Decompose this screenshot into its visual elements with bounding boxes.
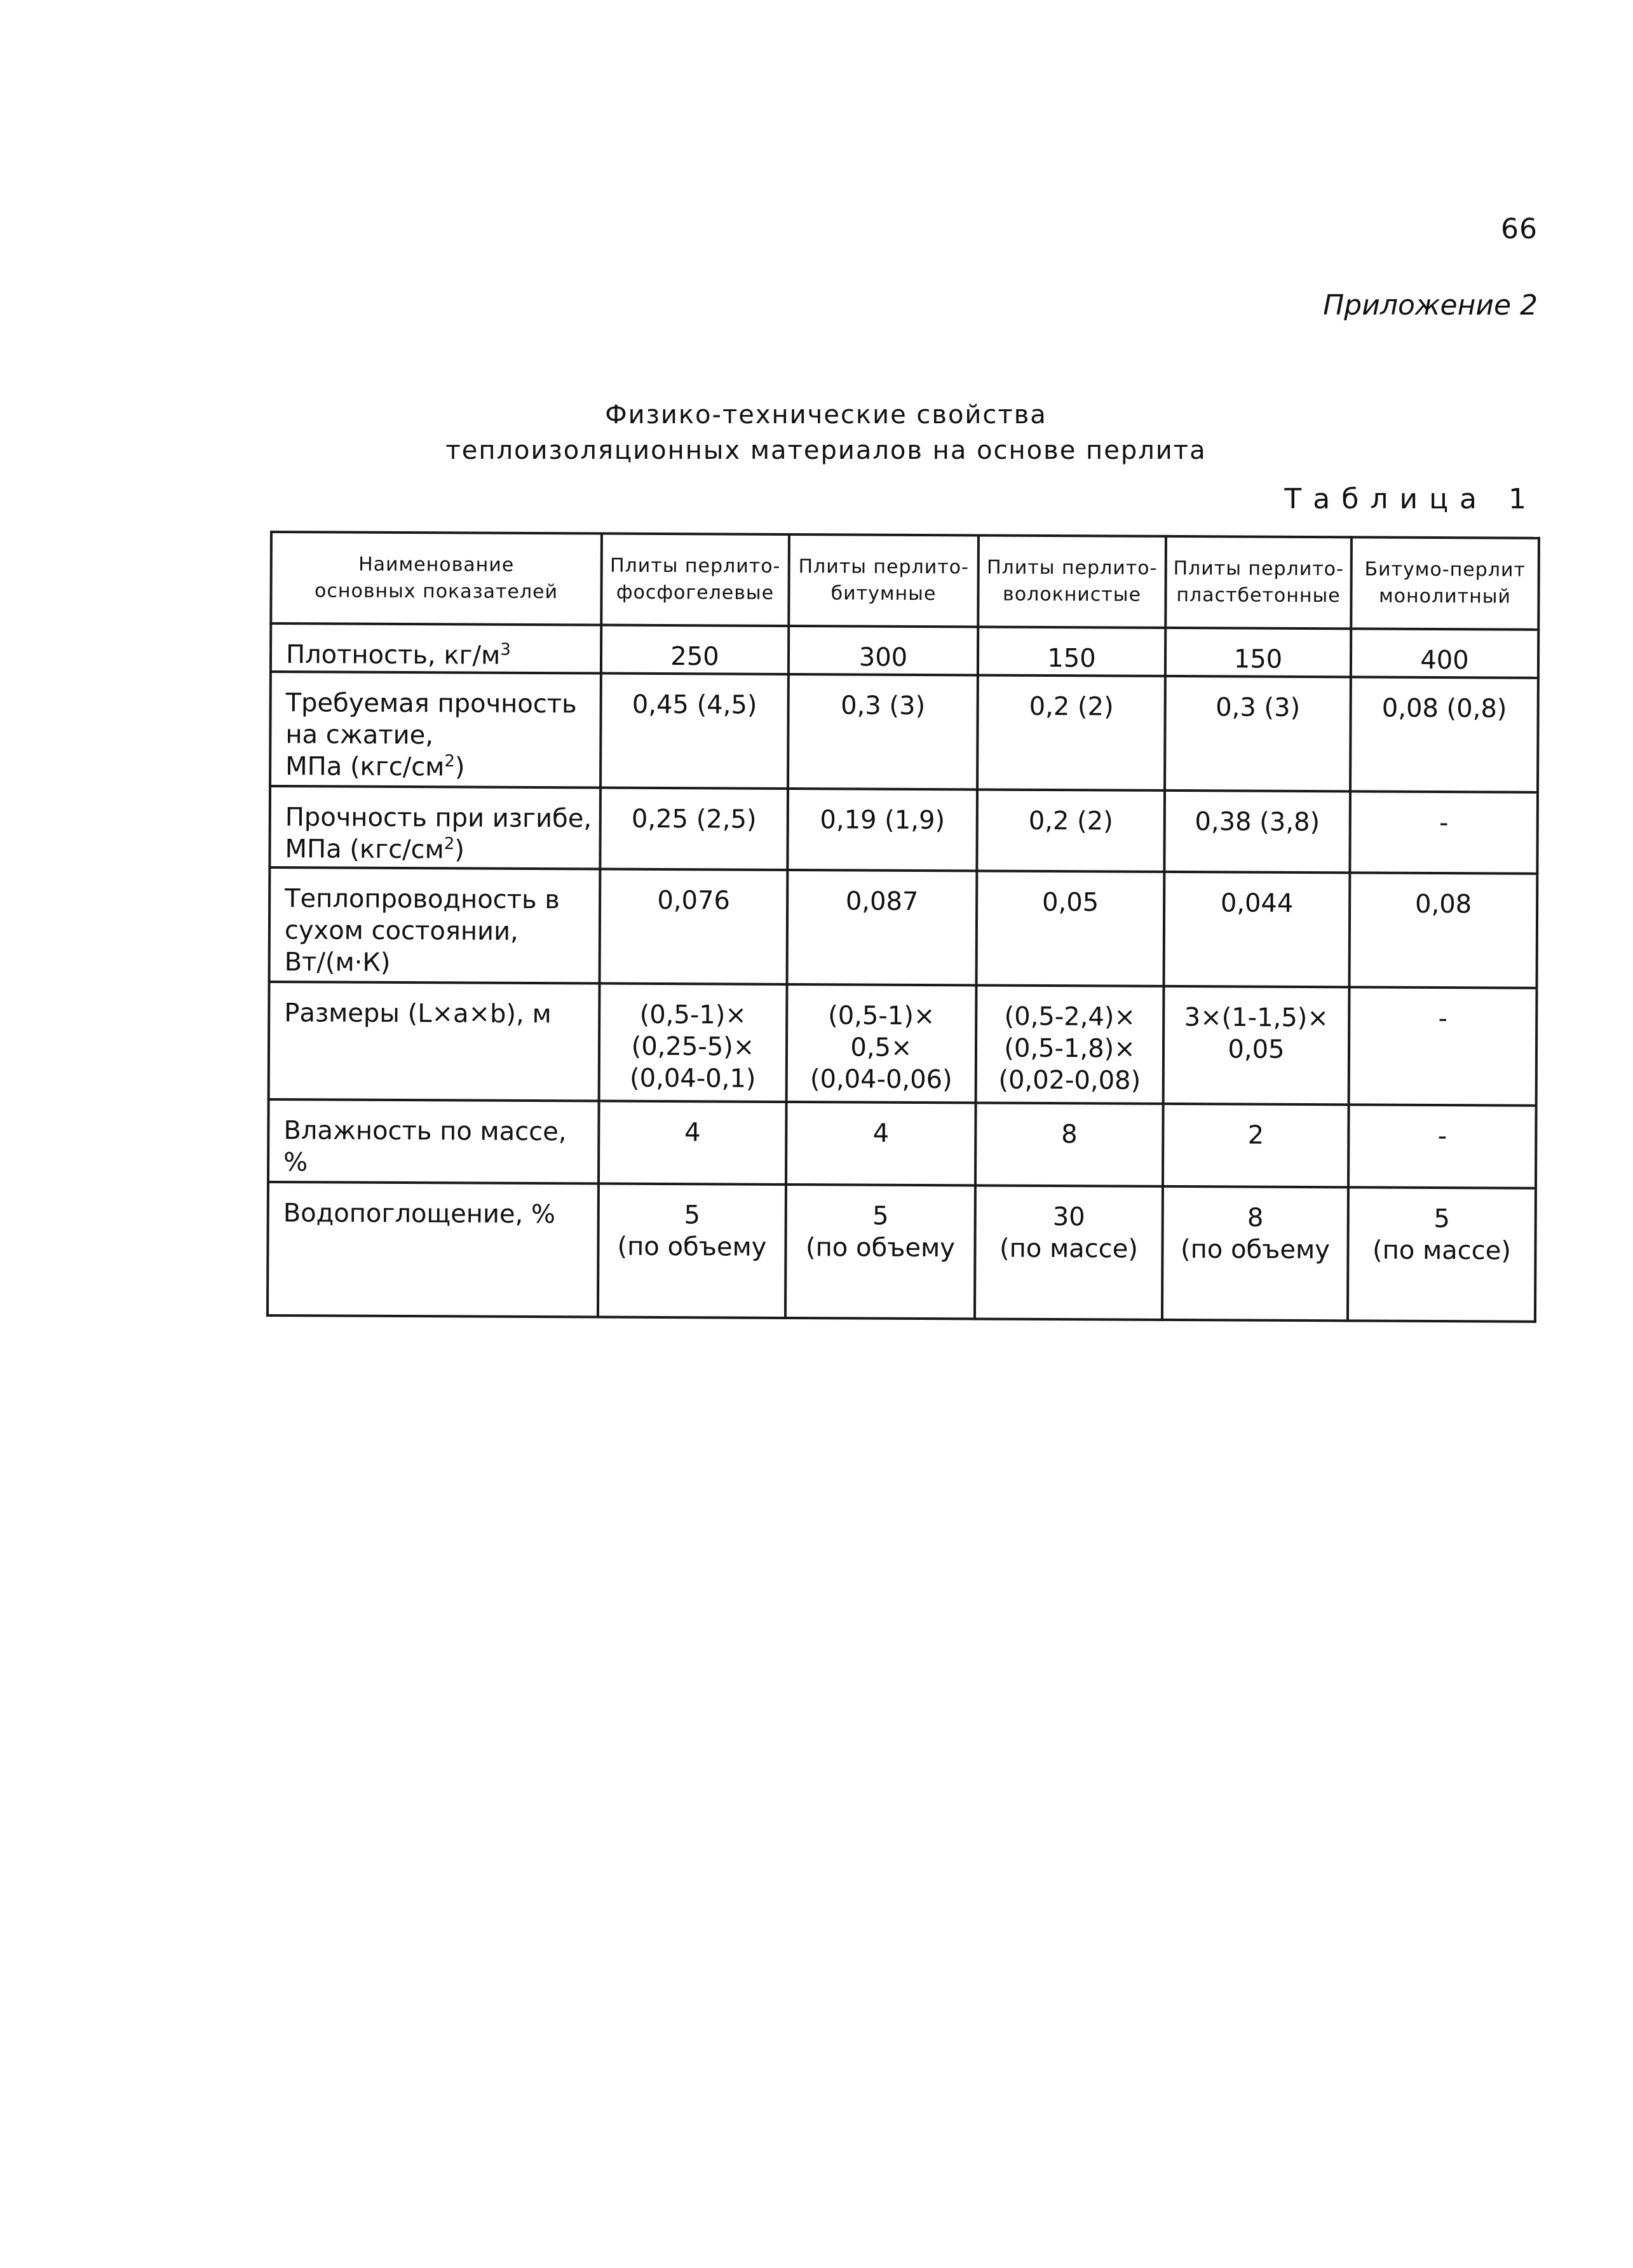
header-perlite-plastconcrete: Плиты перлито- пластбетонные xyxy=(1165,536,1352,628)
table-cell: - xyxy=(1350,791,1538,873)
appendix-label: Приложение 2 xyxy=(1323,289,1538,322)
table-cell: 0,25 (2,5) xyxy=(600,788,788,870)
table-cell: 0,087 xyxy=(787,870,977,985)
table-row-thermal-conductivity xyxy=(269,867,1538,988)
table-cell: - xyxy=(1348,1104,1536,1188)
table-row-moisture xyxy=(268,1099,1536,1188)
table-cell: 0,08 xyxy=(1350,873,1538,988)
header-perlite-bitumen: Плиты перлито- битумные xyxy=(789,534,979,627)
table-cell: 250 xyxy=(601,625,789,674)
table-cell: 0,38 (3,8) xyxy=(1164,791,1350,873)
table-cell: 0,19 (1,9) xyxy=(787,789,977,871)
table-label: Таблица 1 xyxy=(1284,483,1538,515)
table-cell: 4 xyxy=(599,1101,787,1185)
table-cell: 150 xyxy=(978,627,1165,676)
row-label: Влажность по массе, % xyxy=(268,1099,599,1184)
table-header-row xyxy=(271,532,1539,630)
table-cell: (0,5-1)× 0,5× (0,04-0,06) xyxy=(787,984,977,1103)
title-line-2: теплоизоляционных материалов на основе перлита xyxy=(445,436,1207,465)
row-label: Плотность, $кг/м^3$ xyxy=(271,623,601,674)
table-cell: 0,05 xyxy=(977,871,1165,986)
table-cell: 150 xyxy=(1165,628,1351,677)
properties-table xyxy=(266,531,1540,1323)
table-cell: 5 (по объему xyxy=(785,1185,975,1319)
table-row-bending-strength xyxy=(269,786,1538,874)
header-perlite-phosphogel: Плиты перлито- фосфогелевые xyxy=(601,534,789,626)
table-cell: 0,3 (3) xyxy=(788,674,978,789)
table-cell: 0,45 (4,5) xyxy=(600,674,789,789)
table-cell: (0,5-1)× (0,25-5)× (0,04-0,1) xyxy=(599,984,787,1102)
row-label: Теплопроводность в сухом состоянии, Вт/(м·К) xyxy=(269,867,600,984)
row-label: Размеры (L×a×b), м xyxy=(269,982,600,1101)
table-cell: 0,044 xyxy=(1164,872,1350,987)
table-cell: 8 (по объему xyxy=(1162,1186,1348,1321)
table-cell: 300 xyxy=(789,626,978,675)
row-label: Требуемая прочность на сжатие, МПа $(кгс/см^2)$ xyxy=(270,672,601,788)
table-row-dimensions xyxy=(269,982,1537,1106)
table-cell: 5 (по массе) xyxy=(1348,1187,1536,1321)
table-cell: 0,076 xyxy=(600,869,788,984)
row-label: Водопоглощение, % xyxy=(268,1182,599,1317)
table-cell: - xyxy=(1349,987,1537,1105)
table-row-compressive-strength xyxy=(270,672,1538,792)
table-cell: 3×(1-1,5)× 0,05 xyxy=(1163,986,1350,1104)
table-cell: (0,5-2,4)× (0,5-1,8)× (0,02-0,08) xyxy=(976,985,1164,1103)
page-number: 66 xyxy=(1501,213,1538,245)
row-label: Прочность при изгибе, МПа $(кгс/см^2)$ xyxy=(269,786,600,869)
table-cell: 0,2 (2) xyxy=(977,675,1165,790)
table-cell: 30 (по массе) xyxy=(975,1185,1163,1319)
table-cell: 8 xyxy=(975,1103,1163,1186)
table-cell: 4 xyxy=(786,1102,976,1185)
table-cell: 400 xyxy=(1351,628,1538,677)
table-cell: 2 xyxy=(1163,1104,1349,1187)
header-indicator: Наименование основных показателей xyxy=(271,532,602,625)
table-cell: 5 (по объему xyxy=(598,1184,786,1318)
table-row-density xyxy=(271,623,1538,678)
document-title xyxy=(432,397,1220,468)
header-bitumen-perlite-monolith: Битумо-перлит монолитный xyxy=(1351,537,1539,629)
table-cell: 0,08 (0,8) xyxy=(1350,677,1538,792)
table-row-water-absorption xyxy=(268,1182,1536,1322)
table-cell: 0,2 (2) xyxy=(977,789,1165,871)
title-line-1: Физико-технические свойства xyxy=(605,400,1047,430)
header-perlite-fiber: Плиты перлито- волокнистые xyxy=(978,535,1166,627)
table-cell: 0,3 (3) xyxy=(1165,676,1351,791)
